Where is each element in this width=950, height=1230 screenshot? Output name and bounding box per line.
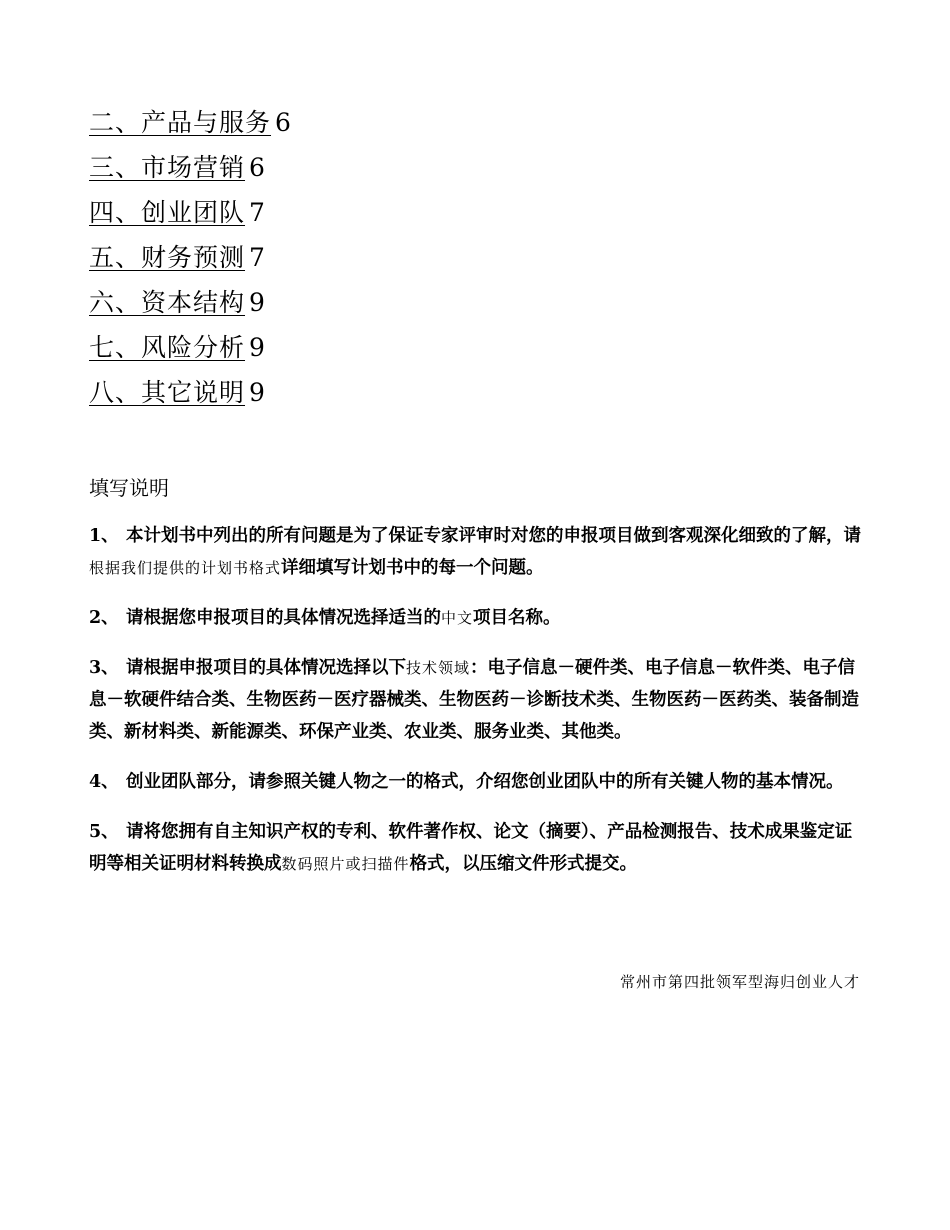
toc-entry-page: 6 (249, 153, 265, 182)
toc-entry-page: 7 (249, 243, 265, 272)
footer-note: 常州市第四批领军型海归创业人才 (619, 973, 860, 991)
instruction-text: 本计划书中列出的所有问题是为了保证专家评审时对您的申报项目做到客观深化细致的了解，请 (126, 526, 861, 546)
toc-entry-page: 9 (249, 288, 265, 317)
toc-entry-title[interactable]: 六、资本结构 (89, 288, 246, 317)
instruction-text: 创业团队部分，请参照关键人物之一的格式，介绍您创业团队中的所有关键人物的基本情况。 (126, 772, 844, 792)
instruction-text: ：电子信息－硬件类、电子信息－软件类、电子信息－软硬件结合类、生物医药－医疗器械类、生物医药－诊断技术类、生物医药－医药类、装备制造类、新材料类、新能源类、环保产业类、农业类、服务业类、其他类。 (89, 658, 859, 742)
instruction-text: 请根据申报项目的具体情况选择以下 (126, 658, 406, 678)
table-of-contents (89, 100, 689, 415)
toc-entry-page: 9 (249, 333, 265, 362)
toc-entry-title[interactable]: 四、创业团队 (89, 198, 246, 227)
instruction-item (89, 766, 869, 798)
instruction-number: 3、 (89, 658, 119, 678)
toc-entry[interactable] (89, 325, 689, 370)
instruction-item (89, 520, 869, 584)
toc-entry-title[interactable]: 三、市场营销 (89, 153, 246, 182)
toc-entry-title[interactable]: 五、财务预测 (89, 243, 246, 272)
instruction-item (89, 602, 869, 634)
instruction-number: 2、 (89, 608, 119, 628)
toc-entry[interactable] (89, 190, 689, 235)
toc-entry-page: 7 (249, 198, 265, 227)
instructions-heading: 填写说明 (89, 476, 169, 500)
toc-entry-title[interactable]: 二、产品与服务 (89, 108, 272, 137)
instruction-text-plain: 数码照片或扫描件 (281, 855, 410, 873)
instruction-text-plain: 根据我们提供的计划书格式 (89, 559, 282, 577)
toc-entry[interactable] (89, 235, 689, 280)
instruction-text-plain: 技术领域 (406, 659, 471, 677)
instruction-item (89, 816, 869, 880)
instruction-text: 请根据您申报项目的具体情况选择适当的 (126, 608, 441, 628)
toc-entry-title[interactable]: 八、其它说明 (89, 378, 246, 407)
instruction-number: 4、 (89, 772, 119, 792)
instruction-text: 请将您拥有自主知识产权的专利、软件著作权、论文（摘要）、产品检测报告、技术成果鉴定证明等相关证明材料转换成 (89, 822, 853, 874)
toc-entry-title[interactable]: 七、风险分析 (89, 333, 246, 362)
instruction-text: 格式，以压缩文件形式提交。 (409, 854, 638, 874)
instruction-number: 1、 (89, 526, 119, 546)
instructions-list (89, 520, 869, 898)
toc-entry[interactable] (89, 370, 689, 415)
instruction-text: 详细填写计划书中的每一个问题。 (281, 558, 544, 578)
toc-entry[interactable] (89, 280, 689, 325)
instruction-text-plain: 中文 (441, 609, 474, 627)
toc-entry[interactable] (89, 100, 689, 145)
instruction-number: 5、 (89, 822, 119, 842)
instruction-item (89, 652, 869, 748)
toc-entry-page: 6 (275, 108, 291, 137)
instruction-text: 项目名称。 (473, 608, 561, 628)
toc-entry-page: 9 (249, 378, 265, 407)
toc-entry[interactable] (89, 145, 689, 190)
